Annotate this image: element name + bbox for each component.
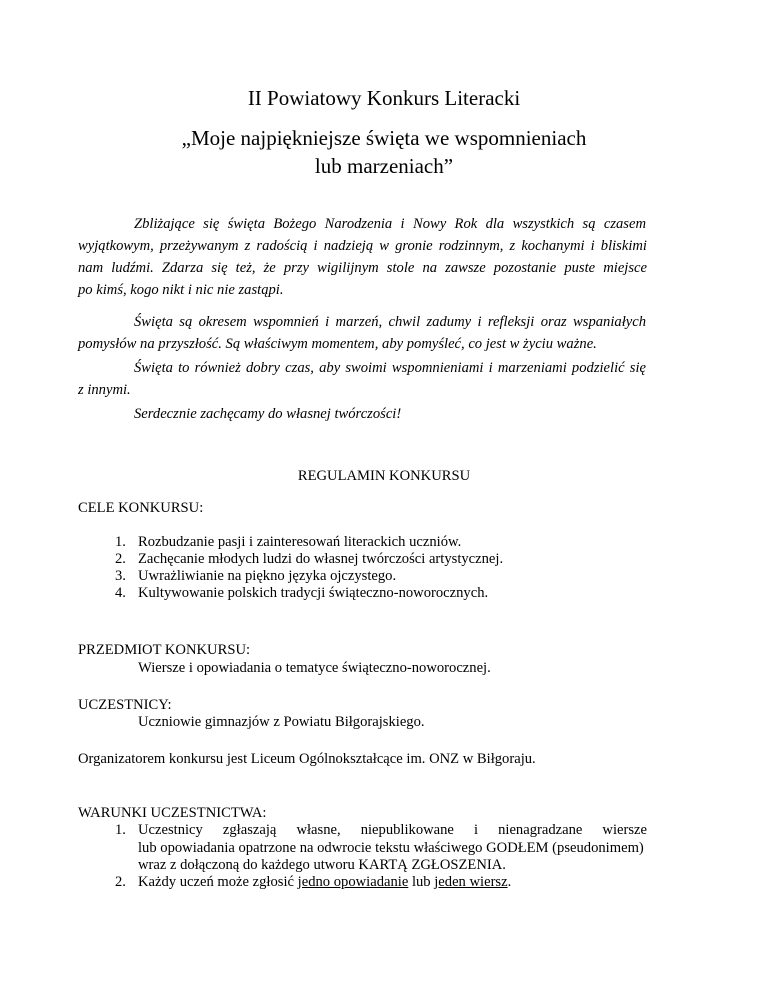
intro-p1-line-2: wyjątkowym, przeżywanym z radością i nadzieją w gronie rodzinnym, z kochanymi i bliskimi: [78, 238, 647, 254]
condition-2-number: 2.: [115, 874, 126, 890]
subject-heading: PRZEDMIOT KONKURSU:: [78, 642, 251, 658]
condition-1-line-1: Uczestnicy zgłaszają własne, niepublikowane i nienagradzane wiersze: [138, 822, 647, 838]
participants-heading: UCZESTNICY:: [78, 697, 172, 713]
goal-3-number: 3.: [115, 568, 126, 584]
participants-text: Uczniowie gimnazjów z Powiatu Biłgorajskiego.: [138, 714, 425, 730]
contest-title: II Powiatowy Konkurs Literacki: [247, 86, 521, 110]
intro-p2-line-1: Święta są okresem wspomnień i marzeń, chwil zadumy i refleksji oraz wspaniałych: [134, 314, 646, 330]
condition-2-or: lub: [408, 874, 435, 890]
condition-2-text: [138, 874, 511, 891]
goal-2-number: 2.: [115, 551, 126, 567]
condition-2-period: .: [507, 874, 512, 890]
intro-p3-line-1: Święta to również dobry czas, aby swoimi wspomnieniami i marzeniami podzielić się: [134, 360, 646, 376]
goal-3-text: Uwrażliwianie na piękno języka ojczystego.: [138, 568, 397, 584]
condition-1-line-2: lub opowiadania opatrzone na odwrocie tekstu właściwego GODŁEM (pseudonimem): [138, 840, 644, 856]
condition-1-number: 1.: [115, 822, 126, 838]
conditions-heading: WARUNKI UCZESTNICTWA:: [78, 805, 267, 821]
intro-p2-line-2: pomysłów na przyszłość. Są właściwym momentem, aby pomyśleć, co jest w życiu ważne.: [78, 336, 597, 352]
goal-2-text: Zachęcanie młodych ludzi do własnej twórczości artystycznej.: [138, 551, 504, 567]
subject-text: Wiersze i opowiadania o tematyce świąteczno-noworocznej.: [138, 660, 491, 676]
intro-encouragement: Serdecznie zachęcamy do własnej twórczości!: [134, 406, 402, 422]
intro-p1-line-1: Zbliżające się święta Bożego Narodzenia i Nowy Rok dla wszystkich są czasem: [134, 216, 646, 232]
goal-1-number: 1.: [115, 534, 126, 550]
contest-theme-line-2: lub marzeniach”: [314, 154, 454, 178]
condition-2-one-story: jedno opowiadanie: [297, 874, 409, 890]
condition-1-line-3: wraz z dołączoną do każdego utworu KARTĄ ZGŁOSZENIA.: [138, 857, 506, 873]
intro-p1-line-3: nam ludźmi. Zdarza się też, że przy wigilijnym stole na zawsze pozostanie puste miejsce: [78, 260, 647, 276]
condition-2-one-poem: jeden wiersz: [434, 874, 508, 890]
goal-4-text: Kultywowanie polskich tradycji świąteczno-noworocznych.: [138, 585, 489, 601]
goal-1-text: Rozbudzanie pasji i zainteresowań literackich uczniów.: [138, 534, 462, 550]
organizer-text: Organizatorem konkursu jest Liceum Ogólnokształcące im. ONZ w Biłgoraju.: [78, 751, 536, 767]
contest-theme-line-1: „Moje najpiękniejsze święta we wspomnieniach: [181, 126, 587, 150]
goals-heading: CELE KONKURSU:: [78, 500, 204, 516]
goal-4-number: 4.: [115, 585, 126, 601]
intro-p1-line-4: po kimś, kogo nikt i nic nie zastąpi.: [78, 282, 284, 298]
intro-p3-line-2: z innymi.: [78, 382, 131, 398]
regulations-heading: REGULAMIN KONKURSU: [297, 468, 471, 484]
condition-2-prefix: Każdy uczeń może zgłosić: [138, 874, 298, 890]
